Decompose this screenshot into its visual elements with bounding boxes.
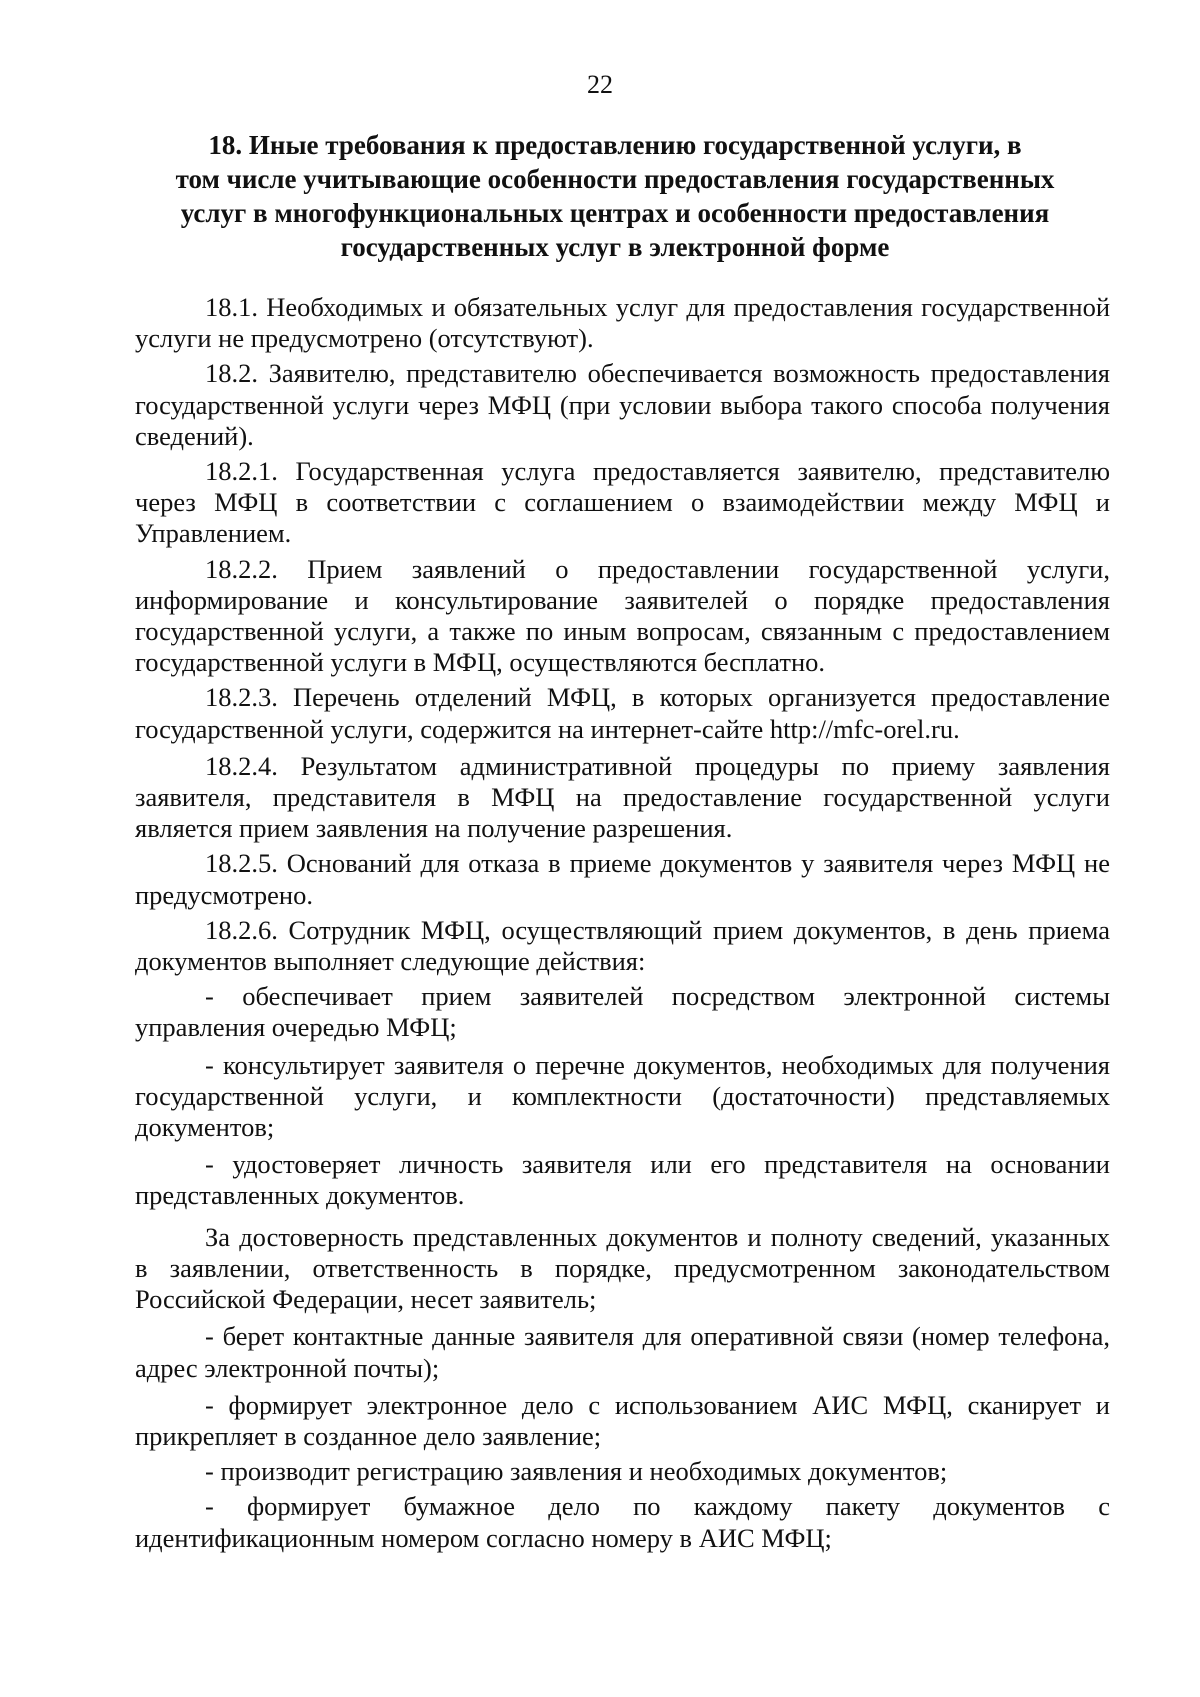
- paragraph-18-1: 18.1. Необходимых и обязательных услуг для предоставления государственной услуги не предусмотрено (отсутствуют).: [135, 292, 1110, 354]
- list-item-electronic-file: - формирует электронное дело с использованием АИС МФЦ, сканирует и прикрепляет в созданное дело заявление;: [135, 1389, 1110, 1451]
- list-item-queue: - обеспечивает прием заявителей посредством электронной системы управления очередью МФЦ;: [135, 981, 1110, 1043]
- paragraph-18-2-2: 18.2.2. Прием заявлений о предоставлении государственной услуги, информирование и консультирование заявителей о порядке предоставления государственной услуги, а также по иным вопросам, связанным с предоставлением государственной услуги в МФЦ, осуществляются бесплатно.: [135, 553, 1110, 678]
- paragraph-18-2-5: 18.2.5. Оснований для отказа в приеме документов у заявителя через МФЦ не предусмотрено.: [135, 848, 1110, 910]
- paragraph-18-2-1: 18.2.1. Государственная услуга предоставляется заявителю, представителю через МФЦ в соответствии с соглашением о взаимодействии между МФЦ и Управлением.: [135, 456, 1110, 549]
- list-item-paper-file: - формирует бумажное дело по каждому пакету документов с идентификационным номером согласно номеру в АИС МФЦ;: [135, 1491, 1110, 1553]
- paragraph-18-2-3: 18.2.3. Перечень отделений МФЦ, в которых организуется предоставление государственной услуги, содержится на интернет-сайте http://mfc-orel.ru.: [135, 682, 1110, 744]
- list-item-consult: - консультирует заявителя о перечне документов, необходимых для получения государственной услуги, и комплектности (достаточности) представляемых документов;: [135, 1049, 1110, 1143]
- list-item-registration: - производит регистрацию заявления и необходимых документов;: [205, 1456, 948, 1487]
- section-heading-line: услуг в многофункциональных центрах и особенности предоставления: [180, 198, 1050, 228]
- list-item-identity: - удостоверяет личность заявителя или его представителя на основании представленных документов.: [135, 1149, 1110, 1211]
- section-heading-line: 18. Иные требования к предоставлению государственной услуги, в: [208, 130, 1022, 160]
- page-number: 22: [587, 70, 613, 99]
- paragraph-18-2-6: 18.2.6. Сотрудник МФЦ, осуществляющий прием документов, в день приема документов выполняет следующие действия:: [135, 914, 1110, 977]
- section-heading: [150, 128, 1080, 264]
- paragraph-responsibility: За достоверность представленных документов и полноту сведений, указанных в заявлении, ответственность в порядке, предусмотренном законодательством Российской Федерации, несет заявитель;: [135, 1221, 1110, 1315]
- document-body: [135, 292, 1110, 1554]
- list-item-contacts: - берет контактные данные заявителя для оперативной связи (номер телефона, адрес электронной почты);: [135, 1321, 1110, 1383]
- paragraph-18-2: 18.2. Заявителю, представителю обеспечивается возможность предоставления государственной услуги через МФЦ (при условии выбора такого способа получения сведений).: [135, 358, 1110, 451]
- section-heading-line: том числе учитывающие особенности предоставления государственных: [175, 164, 1055, 194]
- paragraph-18-2-4: 18.2.4. Результатом административной процедуры по приему заявления заявителя, представителя в МФЦ на предоставление государственной услуги является прием заявления на получение разрешения.: [135, 750, 1110, 844]
- section-heading-line: государственных услуг в электронной форме: [340, 232, 890, 262]
